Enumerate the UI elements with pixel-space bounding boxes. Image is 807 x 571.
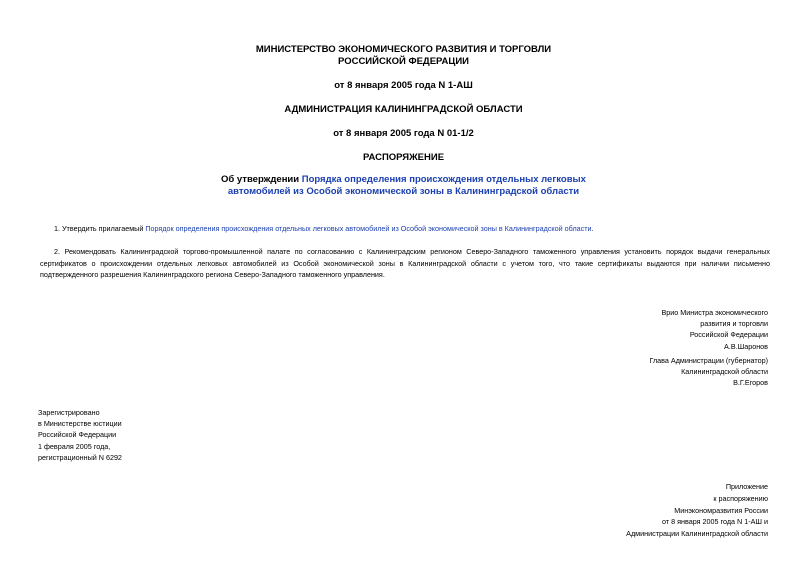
signature-ministry-line2: развития и торговли [700,319,768,329]
appendix-block [626,481,768,540]
registration-line2: в Министерстве юстиции [38,419,122,429]
ministry-name-line2: РОССИЙСКОЙ ФЕДЕРАЦИИ [337,56,469,67]
document-header [0,44,807,164]
paragraph-1 [40,223,770,235]
ministry-order-date: от 8 января 2005 года N 1-АШ [334,80,473,91]
registration-line1: Зарегистрировано [38,408,100,417]
registration-line4: 1 февраля 2005 года, [38,441,111,451]
administration-order-date: от 8 января 2005 года N 01-1/2 [333,128,474,139]
signature-ministry-line1: Врио Министра экономического [661,308,768,317]
signature-ministry-line3: Российской Федерации [689,330,768,340]
administration-name: АДМИНИСТРАЦИЯ КАЛИНИНГРАДСКОЙ ОБЛАСТИ [284,104,523,115]
title-link-line1[interactable]: Порядка определения происхождения отдельных легковых [301,174,586,185]
signature-governor-line2: Калининградской области [681,367,768,377]
paragraph-2 [40,246,770,281]
signature-ministry [662,307,769,352]
document-title [0,174,807,198]
appendix-line5: Администрации Калининградской области [626,529,768,539]
title-prefix: Об утверждении [221,174,302,185]
signature-ministry-name: А.В.Шаронов [724,341,768,351]
registration-line3: Российской Федерации [38,430,117,440]
registration-line5: регистрационный N 6292 [38,452,122,462]
appendix-line3: Минэкономразвития России [674,505,768,515]
signature-governor [650,355,769,389]
ministry-name-line1: МИНИСТЕРСТВО ЭКОНОМИЧЕСКОГО РАЗВИТИЯ И ТОРГОВЛИ [255,44,552,55]
paragraph-2-text: 2. Рекомендовать Калининградской торгово-промышленной палате по согласованию с Калининградским регионом Северо-Западного таможенного управления установить порядок выдачи генеральных сертификатов о происхождении отдельных легковых автомобилей из Особой экономической зоны в Калининградской области с учетом того, что такие сертификаты выдаются при наличии письменно подтвержденного разрешения Калининградского региона Северо-Западного таможенного управления. [40,247,770,279]
document-type: РАСПОРЯЖЕНИЕ [362,152,445,163]
paragraph-1-prefix: 1. Утвердить прилагаемый [54,224,146,233]
signature-governor-name: В.Г.Егоров [733,378,768,388]
paragraph-1-suffix: . [591,224,594,233]
appendix-line2: к распоряжению [713,493,768,503]
appendix-line4: от 8 января 2005 года N 1-АШ и [662,517,768,527]
title-link-line2[interactable]: автомобилей из Особой экономической зоны в Калининградской области [227,186,580,197]
procedure-link[interactable]: Порядок определения происхождения отдельных легковых автомобилей из Особой экономической зоны в Калининградской области [145,224,592,233]
appendix-line1: Приложение [725,482,768,491]
signature-governor-line1: Глава Администрации (губернатор) [649,356,768,365]
registration-block [38,407,122,463]
